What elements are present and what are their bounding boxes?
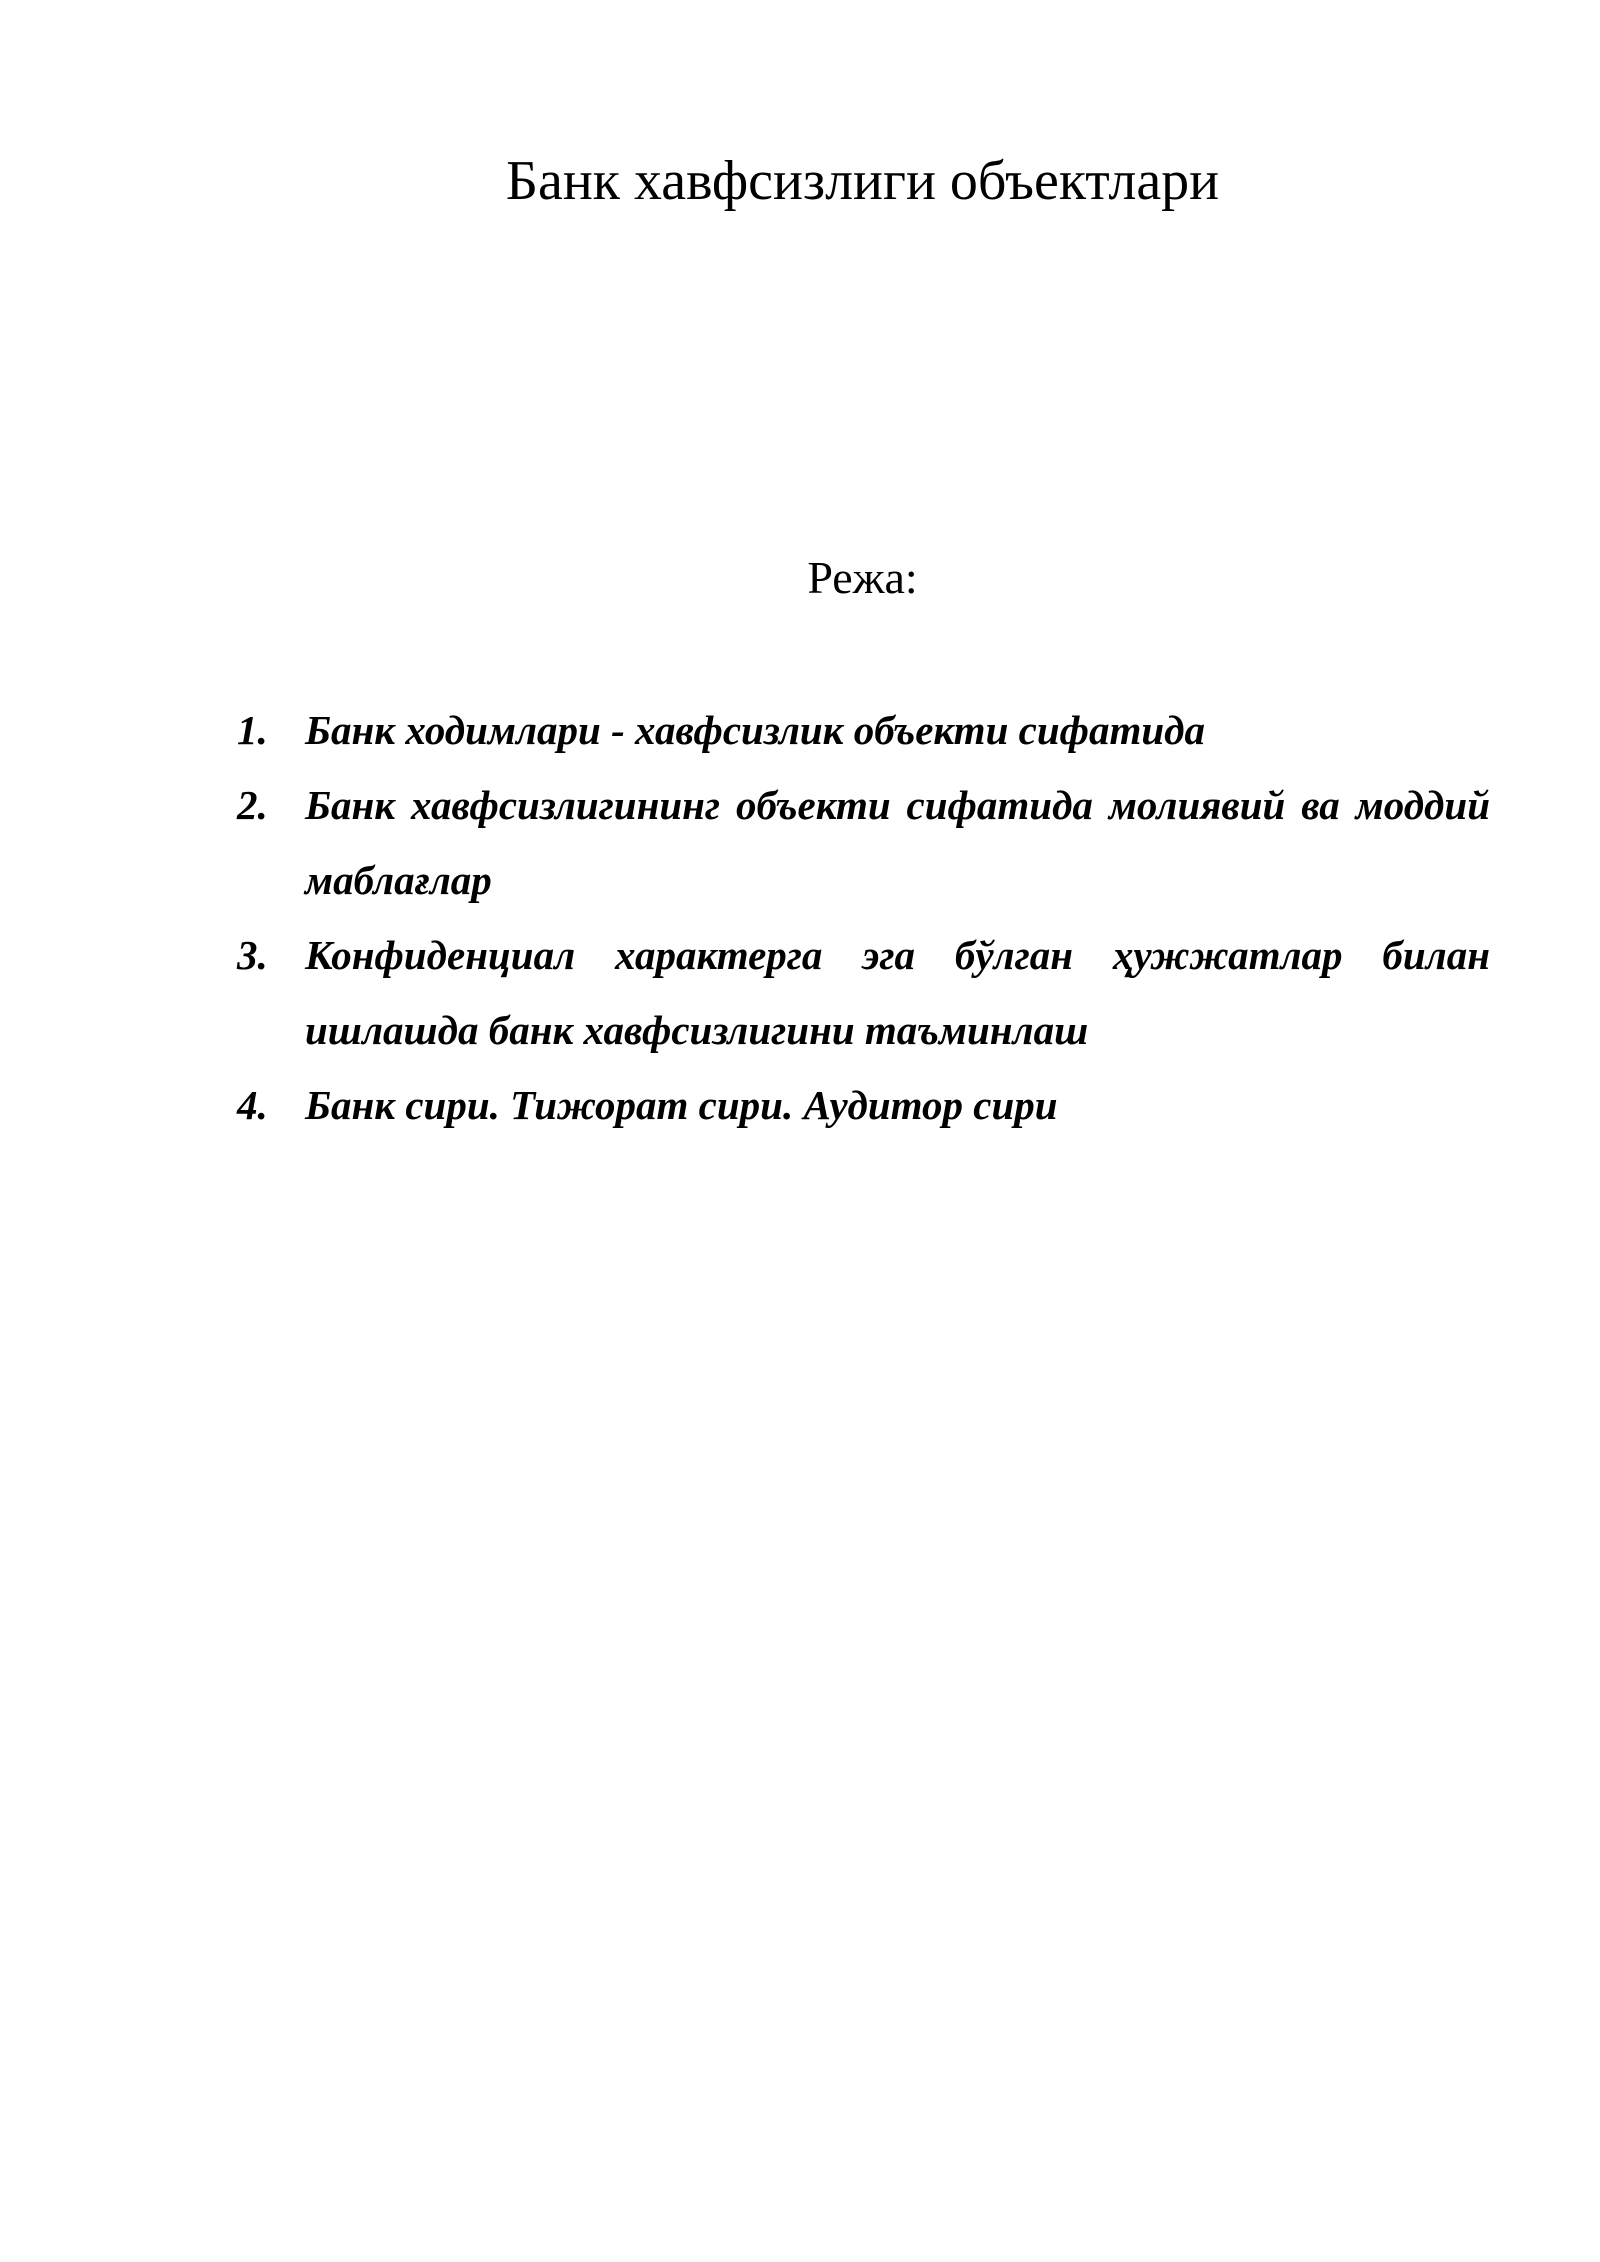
plan-item xyxy=(237,693,1490,768)
plan-item-number: 3. xyxy=(237,932,268,978)
plan-item-text: Банк сири. Тижорат сири. Аудитор сири xyxy=(305,1082,1058,1128)
plan-item xyxy=(237,1068,1490,1143)
plan-item-text: Банк хавфсизлигининг объекти сифатида молиявий ва моддий маблағлар xyxy=(305,782,1490,903)
plan-heading: Режа: xyxy=(807,552,918,603)
plan-item-text: Конфиденциал характерга эга бўлган ҳужжатлар билан ишлашда банк хавфсизлигини таъминлаш xyxy=(305,932,1490,1053)
plan-item-number: 4. xyxy=(237,1082,268,1128)
plan-item xyxy=(237,768,1490,918)
plan-item-number: 2. xyxy=(237,782,268,828)
plan-list xyxy=(237,693,1490,1143)
plan-item-text: Банк ходимлари - хавфсизлик объекти сифатида xyxy=(305,707,1205,753)
page-title: Банк хавфсизлиги объектлари xyxy=(505,150,1220,212)
plan-item-number: 1. xyxy=(237,707,268,753)
plan-item xyxy=(237,918,1490,1068)
